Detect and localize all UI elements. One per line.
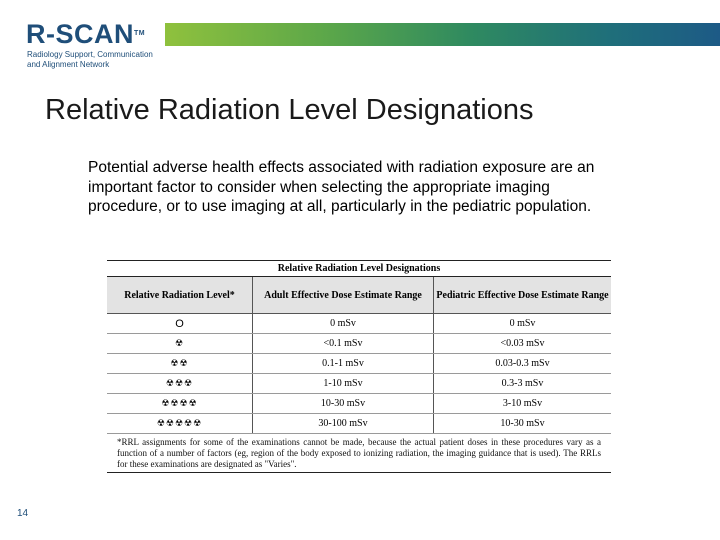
pediatric-dose-cell: 0.03-0.3 mSv bbox=[434, 354, 612, 374]
radiation-level-icon: ☢ bbox=[107, 334, 253, 354]
pediatric-dose-cell: 0 mSv bbox=[434, 314, 612, 334]
adult-dose-cell: 1-10 mSv bbox=[253, 374, 434, 394]
slide-title: Relative Radiation Level Designations bbox=[45, 94, 534, 126]
table-row bbox=[107, 374, 611, 394]
intro-paragraph: Potential adverse health effects associated with radiation exposure are an important factor to consider when selecting the appropriate imaging procedure, or to use imaging at all, particularly in the pediatric population. bbox=[88, 159, 595, 215]
radiation-level-icon: ☢☢ bbox=[107, 354, 253, 374]
table-row bbox=[107, 414, 611, 434]
logo-trademark: TM bbox=[134, 30, 146, 37]
adult-dose-cell: 30-100 mSv bbox=[253, 414, 434, 434]
logo-tagline-line1: Radiology Support, Communication bbox=[27, 50, 153, 59]
rscan-logo bbox=[26, 20, 166, 76]
radiation-level-icon: ☢☢☢ bbox=[107, 374, 253, 394]
logo-tagline bbox=[27, 50, 166, 70]
logo-tagline-line2: and Alignment Network bbox=[27, 60, 110, 69]
table-row bbox=[107, 334, 611, 354]
table-caption: Relative Radiation Level Designations bbox=[107, 261, 611, 277]
slide-number: 14 bbox=[17, 508, 29, 519]
adult-dose-cell: 0 mSv bbox=[253, 314, 434, 334]
pediatric-dose-cell: 10-30 mSv bbox=[434, 414, 612, 434]
pediatric-dose-cell: 3-10 mSv bbox=[434, 394, 612, 414]
col-header-adult: Adult Effective Dose Estimate Range bbox=[253, 277, 434, 314]
table-bottom-rule bbox=[107, 472, 611, 473]
radiation-level-icon: ☢☢☢☢☢ bbox=[107, 414, 253, 434]
rrl-table bbox=[107, 260, 611, 434]
logo-wordmark: R-SCAN™ bbox=[26, 19, 146, 49]
pediatric-dose-cell: 0.3-3 mSv bbox=[434, 374, 612, 394]
adult-dose-cell: 10-30 mSv bbox=[253, 394, 434, 414]
adult-dose-cell: <0.1 mSv bbox=[253, 334, 434, 354]
rrl-table-figure bbox=[107, 260, 611, 473]
header-gradient-band bbox=[165, 23, 720, 46]
table-footnote: *RRL assignments for some of the examinations cannot be made, because the actual patient doses in these procedures vary as a function of a number of factors (eg, region of the body exposed to ionizing radiation, the imaging guidance that is used). The RRLs for these examinations are designated as "Varies". bbox=[117, 437, 601, 469]
radiation-level-cell: O bbox=[107, 314, 253, 334]
table-row bbox=[107, 394, 611, 414]
pediatric-dose-cell: <0.03 mSv bbox=[434, 334, 612, 354]
table-row bbox=[107, 314, 611, 334]
adult-dose-cell: 0.1-1 mSv bbox=[253, 354, 434, 374]
col-header-pediatric: Pediatric Effective Dose Estimate Range bbox=[434, 277, 612, 314]
col-header-level: Relative Radiation Level* bbox=[107, 277, 253, 314]
table-row bbox=[107, 354, 611, 374]
radiation-level-icon: ☢☢☢☢ bbox=[107, 394, 253, 414]
table-header-row bbox=[107, 277, 611, 314]
